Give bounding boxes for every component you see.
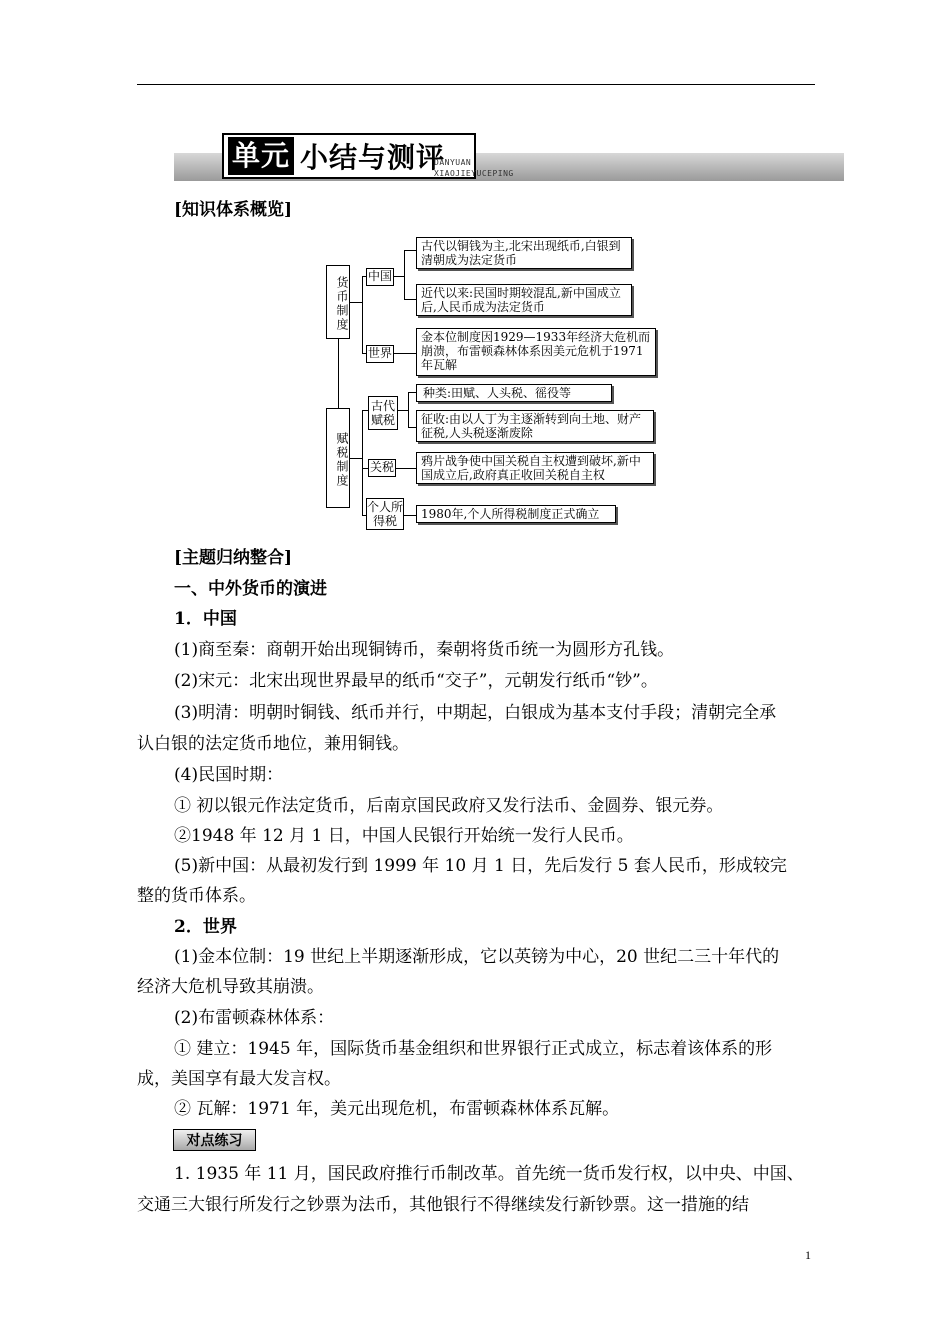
page-number: 1 (805, 1248, 811, 1262)
practice-tag: 对点练习 (173, 1129, 256, 1151)
banner-title-a: 单元 (228, 137, 294, 175)
connector (408, 392, 416, 393)
paragraph: (2)布雷顿森林体系： (174, 1008, 335, 1028)
paragraph: (4)民国时期： (174, 765, 284, 785)
connector (362, 410, 363, 516)
paragraph: 经济大危机导致其崩溃。 (137, 977, 324, 997)
banner-pinyin (434, 157, 514, 179)
connector (350, 302, 362, 303)
connector (404, 250, 405, 300)
banner-pinyin-line2: XIAOJIEYUCEPING (434, 169, 514, 178)
connector (394, 353, 416, 354)
paragraph: (5)新中国：从最初发行到 1999 年 10 月 1 日，先后发行 5 套人民币，形成较完 (174, 856, 787, 876)
node-world-detail: 金本位制度因1929—1933年经济大危机而崩溃，布雷顿森林体系因美元危机于1971年瓦解 (416, 328, 656, 376)
paragraph: ② 瓦解：1971 年，美元出现危机，布雷顿森林体系瓦解。 (174, 1099, 620, 1119)
paragraph: ②1948 年 12 月 1 日，中国人民银行开始统一发行人民币。 (174, 826, 634, 846)
subheading-china: 1．中国 (174, 609, 237, 629)
node-ancient-tax: 古代赋税 (368, 396, 398, 430)
knowledge-diagram (320, 232, 660, 532)
connector (362, 276, 363, 354)
header-rule (137, 84, 815, 85)
node-customs-detail: 鸦片战争使中国关税自主权遭到破坏,新中国成立后,政府真正收回关税自主权 (416, 452, 654, 484)
node-ancient-tax-types: 种类:田赋、人头税、徭役等 (416, 384, 612, 402)
section-knowledge-overview: [知识体系概览] (174, 200, 293, 220)
node-currency-system: 货币制度 (326, 265, 350, 339)
question-1: 1. 1935 年 11 月，国民政府推行币制改革。首先统一货币发行权，以中央、中国、 (174, 1164, 804, 1184)
section-theme-summary: [主题归纳整合] (174, 548, 293, 568)
connector (404, 299, 416, 300)
heading-currency-evolution: 一、中外货币的演进 (174, 579, 327, 599)
connector (394, 276, 404, 277)
node-income-tax: 个人所得税 (367, 500, 404, 528)
node-world: 世界 (366, 345, 394, 363)
connector (404, 250, 416, 251)
node-china: 中国 (366, 268, 394, 286)
paragraph: 认白银的法定货币地位，兼用铜钱。 (137, 734, 409, 754)
unit-summary-banner (174, 133, 844, 183)
paragraph: (1)商至秦：商朝开始出现铜铸币，秦朝将货币统一为圆形方孔钱。 (174, 640, 675, 660)
paragraph: (1)金本位制：19 世纪上半期逐渐形成，它以英镑为中心，20 世纪二三十年代的 (174, 947, 780, 967)
question-1-cont: 交通三大银行所发行之钞票为法币，其他银行不得继续发行新钞票。这一措施的结 (137, 1195, 749, 1215)
connector (398, 410, 408, 411)
banner-pinyin-line1: DANYUAN (434, 158, 472, 167)
node-china-modern: 近代以来:民国时期较混乱,新中国成立后,人民币成为法定货币 (416, 284, 632, 316)
node-china-ancient: 古代以铜钱为主,北宋出现纸币,白银到清朝成为法定货币 (416, 237, 632, 269)
node-tax-system: 赋税制度 (326, 408, 350, 508)
paragraph: ① 初以银元作法定货币，后南京国民政府又发行法币、金圆券、银元券。 (174, 796, 724, 816)
paragraph: 成，美国享有最大发言权。 (137, 1069, 341, 1089)
connector (408, 392, 409, 428)
subheading-world: 2．世界 (174, 917, 237, 937)
connector (408, 427, 416, 428)
paragraph: 整的货币体系。 (137, 886, 256, 906)
connector (396, 468, 416, 469)
node-ancient-tax-collection: 征收:由以人丁为主逐渐转到向土地、财产征税,人头税逐渐废除 (416, 410, 654, 442)
paragraph: ① 建立：1945 年，国际货币基金组织和世界银行正式成立，标志着该体系的形 (174, 1039, 773, 1059)
banner-title-b: 小结与测评 (300, 141, 446, 174)
connector (350, 458, 362, 459)
connector-roots (338, 332, 339, 410)
paragraph: (3)明清：明朝时铜钱、纸币并行，中期起，白银成为基本支付手段；清朝完全承 (174, 703, 777, 723)
paragraph: (2)宋元：北宋出现世界最早的纸币“交子”，元朝发行纸币“钞”。 (174, 671, 658, 691)
node-income-tax-detail: 1980年,个人所得税制度正式确立 (416, 505, 616, 523)
node-customs: 关税 (368, 459, 396, 477)
connector (404, 515, 416, 516)
